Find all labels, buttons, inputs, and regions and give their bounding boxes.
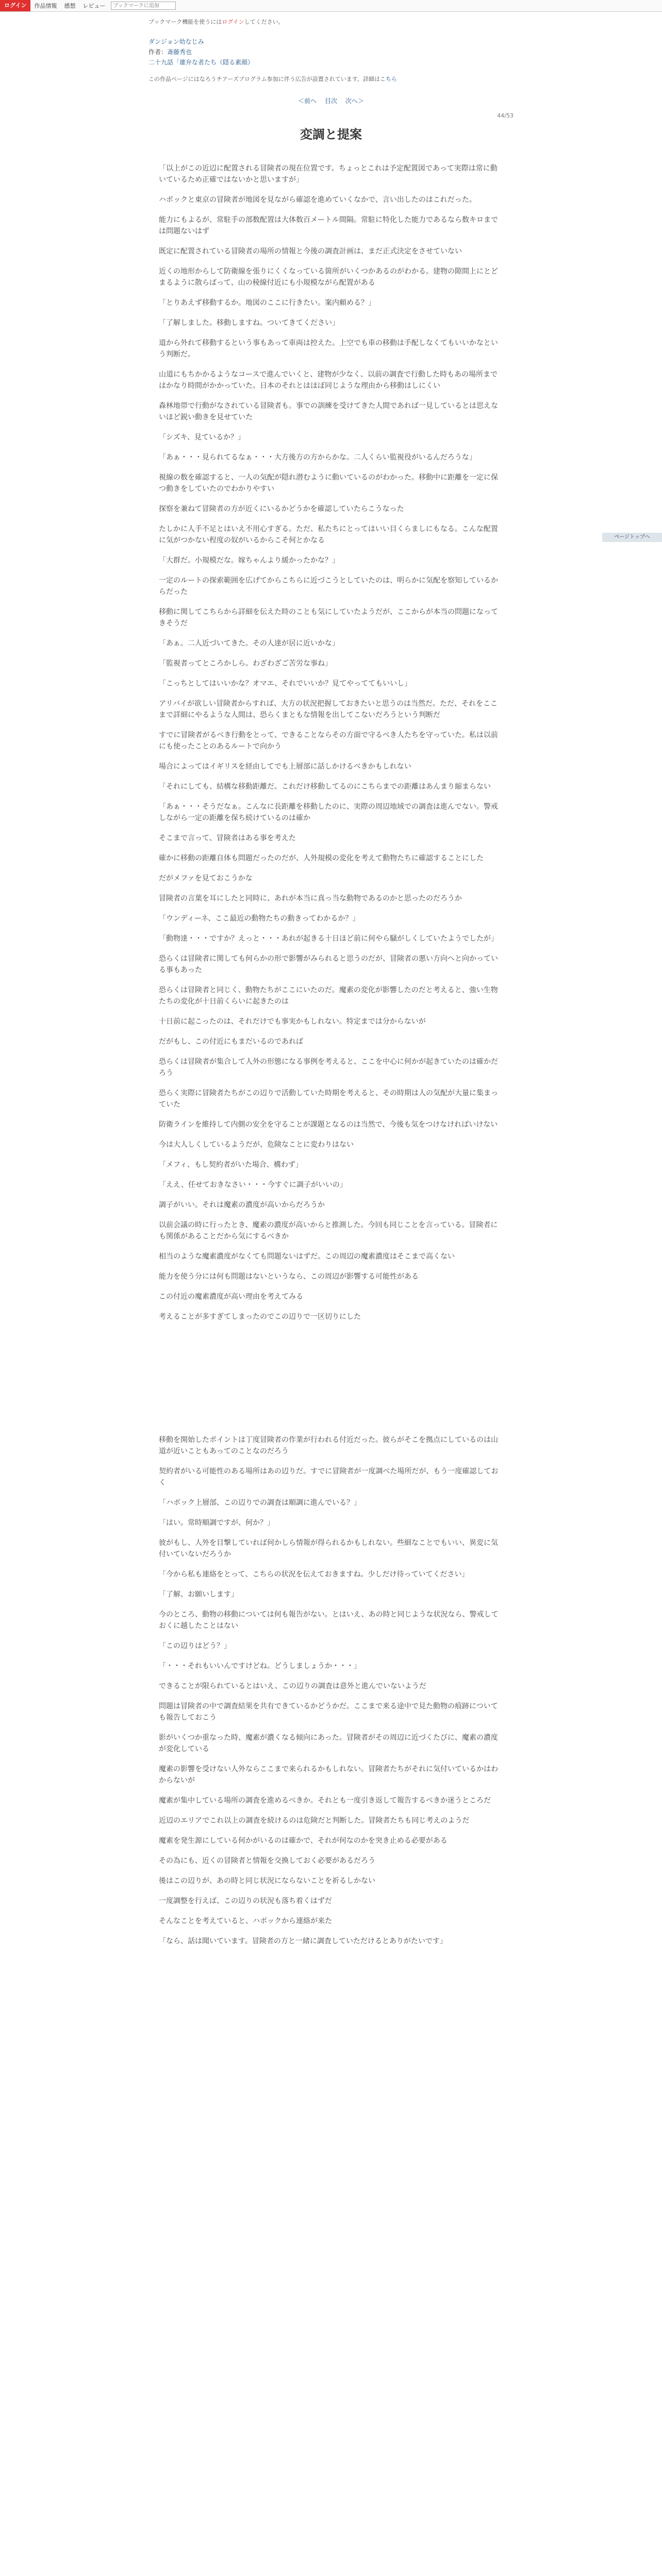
body-paragraph: そこまで言って、冒険者はある事を考えた bbox=[159, 834, 296, 842]
body-paragraph: 「とりあえず移動するか。地図のここに行きたい。案内頼める？」 bbox=[159, 299, 375, 307]
body-paragraph: 道から外れて移動するという事もあって車両は控えた。上空でも車の移動は手配しなくてもいいかなという判断だ。 bbox=[159, 339, 498, 359]
body-paragraph: この付近の魔素濃度が高い理由を考えてみる bbox=[159, 1293, 303, 1301]
body-paragraph: 近辺のエリアでこれ以上の調査を続けるのは危険だと判断した。冒険者たちも同じ考えのようだ bbox=[159, 1817, 470, 1825]
body-section bbox=[148, 893, 514, 1150]
next-link[interactable]: 次へ＞ bbox=[345, 97, 364, 105]
body-paragraph: 既定に配置されている冒険者の場所の情報と今後の調査計画は、まだ正式決定をさせていない bbox=[159, 247, 462, 256]
body-paragraph: 今のところ、動物の移動については何も報告がない。とはいえ、あの時と同じような状況なら、警戒しておくに越したことはない bbox=[159, 1611, 499, 1630]
page-top-button[interactable]: ページトップへ bbox=[602, 533, 662, 542]
body-paragraph: 後はこの辺りが、あの時と同じ状況にならないことを祈るしかない bbox=[159, 1877, 375, 1885]
body-paragraph: だがもし、この付近にもまだいるのであれば bbox=[159, 1038, 303, 1046]
body-paragraph: 「メフィ、もし契約者がいた場合、構わず」 bbox=[159, 1161, 303, 1169]
body-paragraph: 「動物達・・・ですか？えっと・・・あれが起きる十日ほど前に何やら騒がしくしていたようでしたが」 bbox=[159, 935, 498, 943]
body-paragraph: 「この辺りはどう？」 bbox=[159, 1642, 231, 1650]
author-name[interactable]: 斎藤秀也 bbox=[167, 48, 192, 56]
body-paragraph: だがメファを見ておこうかな bbox=[159, 874, 253, 883]
body-paragraph: 魔素の影響を受けない人外ならここまで来られるかもしれない。冒険者たちがそれに気付いているかはわからないが bbox=[159, 1765, 498, 1785]
bookmark-input[interactable] bbox=[111, 2, 176, 10]
body-paragraph: 魔素が集中している場所の調査を進めるべきか。それとも一度引き返して報告するべきか迷うところだ bbox=[159, 1797, 491, 1805]
body-paragraph: 恐らくは冒険者に関しても何らかの形で影響がみられると思うのだが、冒険者の悪い方向へと向かっている事もあった bbox=[159, 955, 498, 974]
pr-note-link[interactable]: こちら bbox=[379, 76, 397, 82]
body-paragraph: アリバイが欲しい冒険者からすれば、大方の状況把握しておきたいと思うのは当然だ。ただ、それをここまで詳細にやるような人間は、恐らくまともな情報を出してこないだろうという判断だ bbox=[159, 700, 498, 719]
body-paragraph: 一定のルートの探索範囲を広げてからこちらに近づこうとしていたのは、明らかに気配を察知しているからだった bbox=[159, 577, 498, 596]
body-paragraph: 問題は冒険者の中で調査結果を共有できているかどうかだ。ここまで来る途中で見た動物の痕跡についても報告しておこう bbox=[159, 1702, 498, 1722]
body-paragraph: 「今から私も連絡をとって、こちらの状況を伝えておきますね。少しだけ待っていてください」 bbox=[159, 1570, 469, 1579]
body-paragraph: 能力を使う分には何も問題はないというなら、この周辺が影響する可能性がある bbox=[159, 1273, 419, 1281]
body-paragraph: 能力にもよるが、常駐手の部数配置は大体数百メートル間隔。常駐に特化した能力であるなら数キロまでは問題ないはず bbox=[159, 216, 498, 235]
body-paragraph: 相当のような魔素濃度がなくても問題ないはずだ。この周辺の魔素濃度はそこまで高くない bbox=[159, 1252, 455, 1261]
body-paragraph: 以前会議の時に行ったとき、魔素の濃度が高いからと推測した。今回も同じことを言っている。冒険者にも関係があることだから気にするべきか bbox=[159, 1221, 498, 1241]
prev-link[interactable]: ＜前へ bbox=[298, 97, 317, 105]
body-paragraph: すでに冒険者がるべき行動をとって、できることならその方面で守るべき人たちを守っていた。私は以前にも使ったことのあるルートで向かう bbox=[159, 731, 498, 751]
body-paragraph: できることが限られているとはいえ、この辺りの調査は意外と進んでいないようだ bbox=[159, 1682, 426, 1690]
body-paragraph: 「ウンディーネ、ここ最近の動物たちの動きってわかるか？」 bbox=[159, 914, 360, 923]
series-title[interactable]: ダンジョン幼なじみ bbox=[148, 38, 204, 45]
body-paragraph: 移動を開始したポイントは丁度冒険者の作業が行われる付近だった。彼らがそこを拠点にしているのは山道が近いこともあってのことなのだろう bbox=[159, 1436, 498, 1455]
body-paragraph: 「あぁ。二人近づいてきた。その人達が居に近いかな」 bbox=[159, 639, 339, 648]
body-paragraph: 影がいくつか重なった時、魔素が濃くなる傾向にあった。冒険者がその周辺に近づくたびに、魔素の濃度が変化している bbox=[159, 1734, 498, 1753]
episode-number: 44/53 bbox=[497, 112, 514, 119]
body-paragraph: 今は大人しくしているようだが、危険なことに変わりはない bbox=[159, 1141, 354, 1149]
body-paragraph: 「了解、お願いします」 bbox=[159, 1590, 238, 1599]
notice-login-link[interactable]: ログイン bbox=[222, 19, 244, 25]
body-paragraph: 魔素を発生源にしている何かがいるのは確かで、それが何なのかを突き止める必要がある bbox=[159, 1837, 448, 1845]
login-button[interactable]: ログイン bbox=[0, 0, 30, 11]
body-paragraph: 「シズキ、見ているか？」 bbox=[159, 433, 245, 442]
body-paragraph: 調子がいい。それは魔素の濃度が高いからだろうか bbox=[159, 1201, 325, 1209]
body-paragraph: 「ええ、任せておきなさい・・・今すぐに調子がいいの」 bbox=[159, 1181, 347, 1189]
nav-item-info[interactable]: 作品情報 bbox=[34, 3, 57, 9]
author-label: 作者： bbox=[148, 48, 168, 56]
chapter-subtitle: 二十九話「雄弁な者たち（隠る素顔） bbox=[148, 59, 254, 66]
body-section bbox=[148, 606, 514, 884]
body-paragraph: 十日前に起こったのは、それだけでも事実かもしれない。特定までは分からないが bbox=[159, 1018, 426, 1026]
notice-text: ブックマーク機能を使うには bbox=[148, 19, 222, 25]
body-paragraph: 「それにしても、結構な移動距離だ。これだけ移動してるのにこちらまでの距離はあんまり縮まらない bbox=[159, 783, 491, 791]
body-paragraph: 「了解しました。移動しますね。ついてきてください」 bbox=[159, 319, 339, 327]
body-paragraph: 「なら、話は聞いています。冒険者の方と一緒に調査していただけるとありがたいです」 bbox=[159, 1937, 447, 1945]
login-notice bbox=[148, 18, 514, 26]
body-paragraph: 「こっちとしてはいいかな？オマエ、それでいいか？見てやっててもいいし」 bbox=[159, 680, 412, 688]
pr-note bbox=[148, 75, 514, 83]
pager bbox=[148, 96, 514, 105]
pr-note-text: この作品ページにはなろうチアーズプログラム参加に伴う広告が設置されています。詳細は bbox=[148, 76, 380, 82]
main-content bbox=[148, 11, 514, 1956]
body-paragraph: ハボックと東京の冒険者が地図を見ながら確認を進めていくなかで、言い出したのはこれだった。 bbox=[159, 196, 476, 204]
index-link[interactable]: 目次 bbox=[324, 97, 337, 105]
body-paragraph: たしかに人手不足とはいえ不用心すぎる。ただ、私たちにとってはいい目くらましにもなる。こんな配置に気がつかない程度の奴がいるからこそ何とかなる bbox=[159, 525, 498, 545]
body-paragraph: 「ハボック上層部、この辺りでの調査は順調に進んでいる？」 bbox=[159, 1499, 361, 1507]
body-paragraph: 場合によってはイギリスを経由してでも上層部に話しかけるべきかもしれない bbox=[159, 762, 411, 771]
body-section bbox=[148, 1159, 514, 1323]
body-paragraph: 「監視者ってところかしら。わざわざご苦労な事ね」 bbox=[159, 659, 332, 668]
body-paragraph: 契約者がいる可能性のある場所はあの辺りだ。すでに冒険者が一度調べた場所だが、もう一度確認しておく bbox=[159, 1467, 499, 1487]
body-paragraph: その為にも、近くの冒険者と情報を交換しておく必要があるだろう bbox=[159, 1857, 375, 1865]
body-paragraph: 考えることが多すぎてしまったのでこの辺りで一区切りにした bbox=[159, 1313, 361, 1321]
nav-item-review[interactable]: レビュー bbox=[82, 3, 106, 9]
body-paragraph: 「あぁ・・・そうだなぁ。こんなに長距離を移動したのに、実際の周辺地域での調査は進んでない。警戒しながら一定の距離を保ち続けているのは確か bbox=[159, 803, 498, 822]
body-paragraph: 山道にもちかかるようなコースで進んでいくと、建物が少なく、以前の調査で行動した時もあの場所まではかなり時間がかかっていた。日本のそれとはほぼ同じような理由から移動はしにくい bbox=[159, 370, 498, 390]
body-paragraph: 防衛ラインを維持して内側の安全を守ることが課題となるのは当然で、今後も気をつけなければいけない bbox=[159, 1121, 498, 1129]
body-paragraph: 「はい。常時順調ですが、何か？」 bbox=[159, 1519, 274, 1527]
top-bar bbox=[0, 0, 662, 12]
body-spacer bbox=[148, 1331, 514, 1434]
notice-text-end: してください。 bbox=[244, 19, 284, 25]
body-paragraph: 「以上がこの近辺に配置される冒険者の現在位置です。ちょっとこれは予定配置図であって実際は常に動いているため正確ではないかと思いますが」 bbox=[159, 164, 498, 184]
body-paragraph: 「あぁ・・・見られてるなぁ・・・大方後方の方からかな。二人くらい監視役がいるんだろうな」 bbox=[159, 453, 476, 462]
body-paragraph: 近くの地形からして防衛線を張りにくくなっている箇所がいくつかあるのがわかる。建物の隙間上にとどまるように散らばって、山の稜線付近にも小規模ながら配置がある bbox=[159, 267, 498, 287]
body-paragraph: 恐らくは冒険者と同じく、動物たちがここにいたのだ。魔素の変化が影響したのだと考えると、強い生物たちの変化が十日前くらいに起きたのは bbox=[159, 986, 498, 1006]
body-paragraph: そんなことを考えていると、ハボックから連絡が来た bbox=[159, 1917, 332, 1925]
body-paragraph: 「・・・それもいいんですけどね。どうしましょうか・・・」 bbox=[159, 1662, 361, 1670]
body-paragraph: 恐らくは冒険者が集合して人外の形態になる事例を考えると、ここを中心に何かが起きていたのは確かだろう bbox=[159, 1058, 498, 1077]
author-line bbox=[148, 47, 514, 56]
body-paragraph: 視線の数を確認すると、一人の気配が隠れ潜むように動いているのがわかった。移動中に距離を一定に保つ動きをしていたのでわかりやすい bbox=[159, 473, 498, 493]
body-paragraph: 「大群だ。小規模だな。嫁ちゃんより緩かったかな？」 bbox=[159, 556, 339, 565]
body-paragraph: 一度調整を行えば、この辺りの状況も落ち着くはずだ bbox=[159, 1897, 332, 1905]
body-paragraph: 移動に関してこちらから詳細を伝えた時のことも気にしていたようだが、ここからが本当の問題になってきそうだ bbox=[159, 608, 498, 628]
body-section bbox=[148, 163, 514, 598]
body-paragraph: 彼がもし、人外を目撃していれば何かしら情報が得られるかもしれない。些細なことでもいい、異変に気付いていないだろうか bbox=[159, 1539, 498, 1558]
body-section bbox=[148, 1434, 514, 1947]
nav-item-impressions[interactable]: 感想 bbox=[64, 3, 76, 9]
body-paragraph: 森林地帯で行動がなされている冒険者も。事での訓練を受けてきた人間であれば一見しているとは思えないほど鋭い動きを見せていた bbox=[159, 402, 498, 421]
body-paragraph: 恐らく実際に冒険者たちがこの辺りで活動していた時期を考えると、その時期は人の気配が大量に集まっていた bbox=[159, 1089, 498, 1109]
body-paragraph: 冒険者の言葉を耳にしたと同時に、あれが本当に真っ当な動物であるのかと思ったのだろうか bbox=[159, 894, 462, 903]
body-paragraph: 確かに移動の距離自体も問題だったのだが、人外規模の変化を考えて動物たちに確認することにした bbox=[159, 854, 484, 862]
body-paragraph: 探察を兼ねて冒険者の方が近くにいるかどうかを確認していたらこうなった bbox=[159, 505, 404, 513]
chapter-title: 変調と提案 bbox=[300, 127, 362, 142]
